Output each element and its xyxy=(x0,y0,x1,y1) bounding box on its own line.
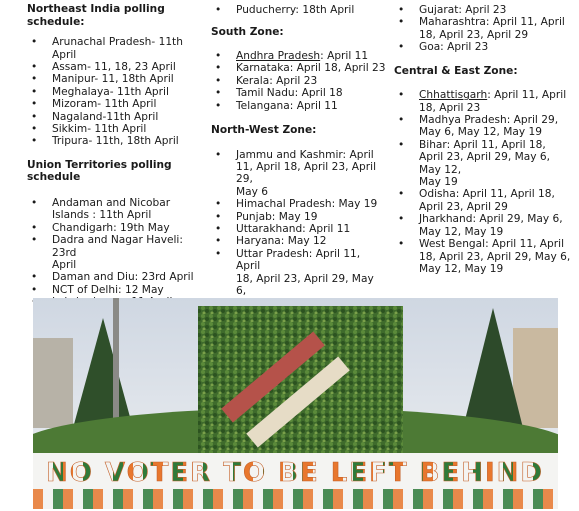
northeast-list xyxy=(27,36,205,148)
line: Uttar Pradesh: April 11, April xyxy=(236,247,361,273)
northeast-heading-line-1: Northeast India polling xyxy=(27,3,165,15)
building-left xyxy=(33,338,73,428)
line: Himachal Pradesh: May 19 xyxy=(236,198,378,211)
list-item xyxy=(394,139,572,189)
north-west-zone-list xyxy=(211,149,387,323)
line: Uttarakhand: April 11 xyxy=(236,223,351,236)
line: 18, April 23 xyxy=(419,101,481,114)
list-item: • Sikkim- 11th April xyxy=(27,123,205,135)
column-3 xyxy=(394,0,572,275)
line: West Bengal: April 11, April xyxy=(419,238,565,251)
line: Goa: April 23 xyxy=(419,41,489,54)
line: Maharashtra: April 11, April xyxy=(419,16,565,29)
line: May 12, May 19 xyxy=(419,225,504,238)
line: 18, April 23, April 29, May 6, xyxy=(419,250,571,263)
list-item: • Tripura- 11th, 18th April xyxy=(27,135,205,147)
list-item xyxy=(211,223,387,235)
list-item xyxy=(27,234,205,271)
central-east-zone-list xyxy=(394,89,572,275)
voter-awareness-photo xyxy=(33,298,558,509)
line: : April 11, April xyxy=(487,89,567,102)
list-item: • Nagaland-11th April xyxy=(27,111,205,123)
state-link[interactable]: Chhattisgarh xyxy=(419,89,488,102)
line: Bihar: April 11, April 18, xyxy=(419,138,546,151)
line: Odisha: April 11, April 18, xyxy=(419,188,555,201)
list-item xyxy=(394,89,572,114)
line: Andaman and Nicobar xyxy=(52,197,171,210)
list-item xyxy=(394,213,572,238)
list-item: • Kerala: April 23 xyxy=(211,75,387,87)
line: Islands : 11th April xyxy=(52,209,152,222)
ut-heading-line-1: Union Territories polling xyxy=(27,158,172,171)
continued-list xyxy=(211,4,387,16)
green-wall xyxy=(198,306,403,466)
south-zone-heading: South Zone: xyxy=(211,26,284,39)
ut-heading xyxy=(27,159,205,184)
building-right xyxy=(513,328,558,428)
list-item xyxy=(394,188,572,213)
line: May 12, May 19 xyxy=(419,262,504,275)
list-item: • Arunachal Pradesh- 11th April xyxy=(27,36,205,61)
line: Dadra and Nagar Haveli: 23rd xyxy=(52,234,183,259)
ut-heading-line-2: schedule xyxy=(27,171,81,184)
line: 11, April 18, April 23, April 29, xyxy=(236,161,377,186)
south-zone-list xyxy=(211,50,387,112)
list-item xyxy=(394,114,572,139)
list-item xyxy=(394,41,572,53)
list-item xyxy=(27,284,205,296)
list-item xyxy=(211,198,387,210)
ut-list xyxy=(27,197,205,309)
list-item: • Puducherry: 18th April xyxy=(211,4,387,16)
northeast-heading-line-2: schedule: xyxy=(27,15,85,28)
list-item xyxy=(394,238,572,275)
line: May 6 xyxy=(236,185,269,198)
list-item xyxy=(27,222,205,234)
list-item xyxy=(211,50,387,62)
list-item: • Tamil Nadu: April 18 xyxy=(211,87,387,99)
line: NCT of Delhi: 12 May xyxy=(52,283,164,296)
line: April xyxy=(52,259,77,272)
column-1 xyxy=(27,0,205,309)
line: 18, April 23, April 29 xyxy=(419,28,529,41)
central-east-zone-heading: Central & East Zone: xyxy=(394,64,518,77)
fence xyxy=(33,489,558,509)
list-item xyxy=(27,271,205,283)
list-item: • Mizoram- 11th April xyxy=(27,98,205,110)
line: May 6, May 12, May 19 xyxy=(419,126,542,139)
list-item: • Telangana: April 11 xyxy=(211,100,387,112)
north-west-zone-heading: North-West Zone: xyxy=(211,124,317,137)
list-item: • Assam- 11, 18, 23 April xyxy=(27,61,205,73)
list-item xyxy=(211,211,387,223)
banner-text: NO VOTER TO BE LEFT BEHIND xyxy=(46,458,544,488)
line: Gujarat: April 23 xyxy=(419,4,507,16)
line: Chandigarh: 19th May xyxy=(52,221,170,234)
list-item xyxy=(27,197,205,222)
continued-list xyxy=(394,4,572,54)
line: Madhya Pradesh: April 29, xyxy=(419,114,559,127)
list-item: • Karnataka: April 18, April 23 xyxy=(211,62,387,74)
column-2 xyxy=(211,0,387,322)
line: May 19 xyxy=(419,176,458,189)
photo-illustration xyxy=(33,298,558,509)
list-item: • Meghalaya- 11th April xyxy=(27,86,205,98)
line: April 23, April 29 xyxy=(419,200,508,213)
state-link[interactable]: Andhra Pradesh xyxy=(236,50,321,62)
list-item xyxy=(211,235,387,247)
line: : April 11 xyxy=(320,50,369,62)
list-item xyxy=(394,4,572,16)
line: April 23, April 29, May 6, May 12, xyxy=(419,151,550,176)
line: Haryana: May 12 xyxy=(236,235,327,248)
northeast-heading xyxy=(27,3,205,28)
list-item xyxy=(394,16,572,41)
list-item xyxy=(211,149,387,199)
line: Daman and Diu: 23rd April xyxy=(52,271,194,284)
line: 18, April 23, April 29, May 6, xyxy=(236,272,374,298)
line: Jharkhand: April 29, May 6, xyxy=(419,213,563,226)
line: Punjab: May 19 xyxy=(236,210,318,223)
line: Jammu and Kashmir: April xyxy=(236,148,374,161)
list-item: • Manipur- 11, 18th April xyxy=(27,73,205,85)
